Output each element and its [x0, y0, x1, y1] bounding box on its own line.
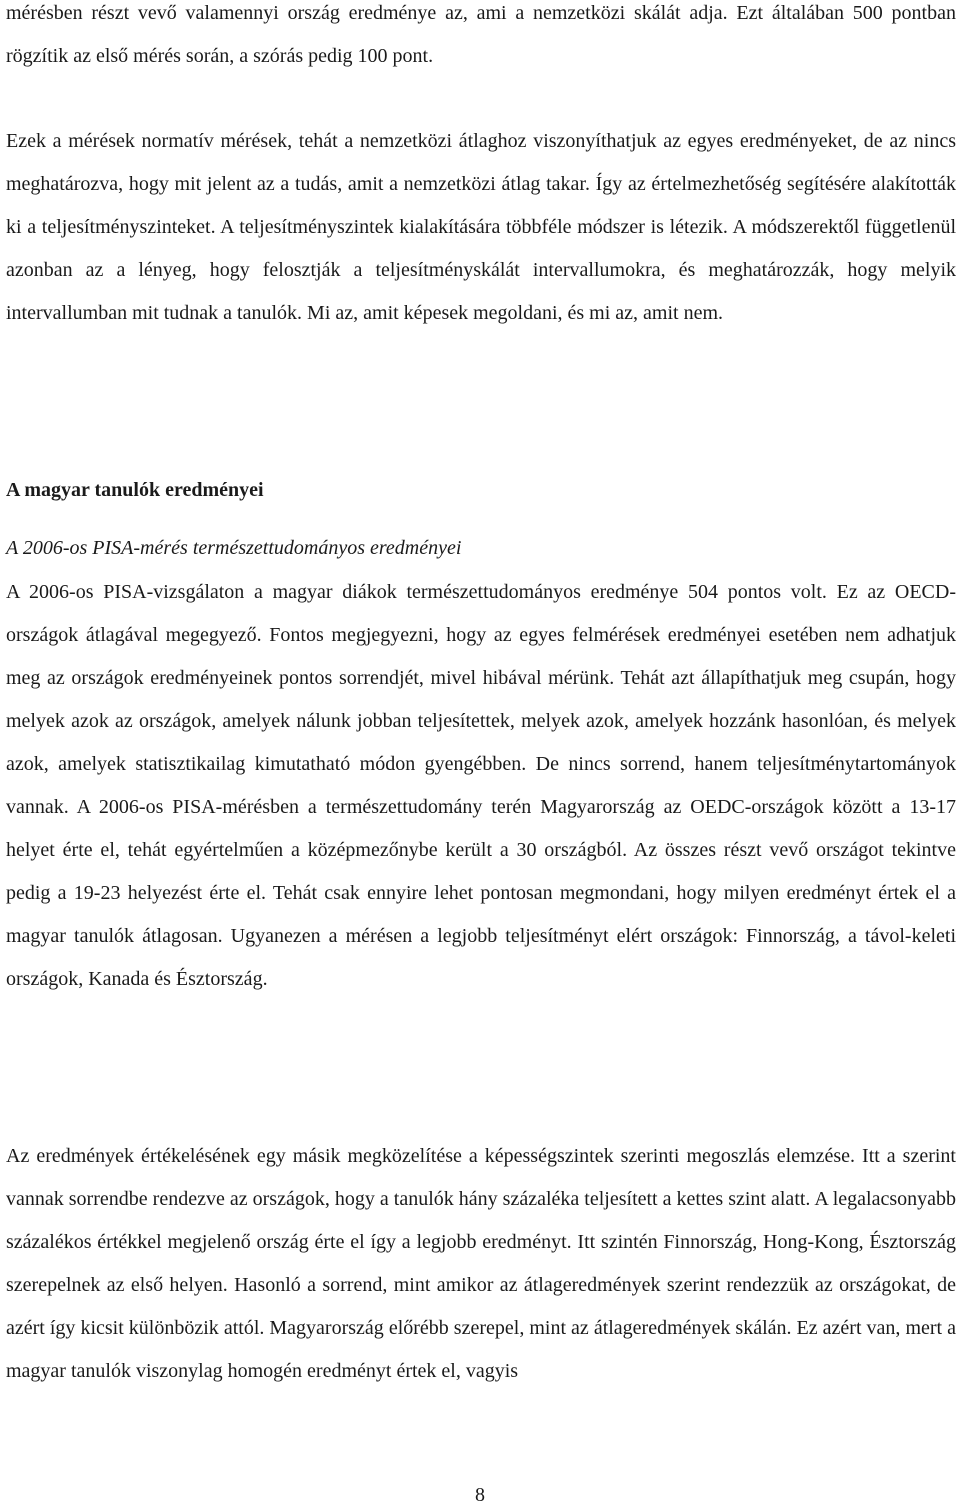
- section-heading: A magyar tanulók eredményei: [6, 479, 264, 501]
- page-number: 8: [475, 1484, 485, 1506]
- paragraph-intro: mérésben részt vevő valamennyi ország eredménye az, ami a nemzetközi skálát adja. Ezt általában 500 pontban rögzítik az első mérés során, a szórás pedig 100 pont.: [6, 2, 956, 67]
- paragraph-pisa-results: A 2006-os PISA-vizsgálaton a magyar diákok természettudományos eredménye 504 pontos volt. Ez az OECD-országok átlagával megegyező. Fontos megjegyezni, hogy az egyes felmérések eredményei esetében nem adhatjuk meg az országok eredményeinek pontos sorrendjét, mivel hibával mérünk. Tehát azt állapíthatjuk meg csupán, hogy melyek azok az országok, amelyek nálunk jobban teljesítettek, melyek azok, amelyek hozzánk hasonlóan, és melyek azok, amelyek statisztikailag kimutatható módon gyengébben. De nincs sorrend, hanem teljesítménytartományok vannak. A 2006-os PISA-mérésben a természettudomány terén Magyarország az OEDC-országok között a 13-17 helyet érte el, tehát egyértelműen a középmezőnybe került a 30 országból. Az összes részt vevő országot tekintve pedig a 19-23 helyezést érte el. Tehát csak ennyire lehet pontosan megmondani, hogy milyen eredményt értek el a magyar tanulók átlagosan. Ugyanezen a mérésen a legjobb teljesítményt elért országok: Finnország, a távol-keleti országok, Kanada és Észtország.: [6, 581, 956, 990]
- paragraph-normative-measurement: Ezek a mérések normatív mérések, tehát a nemzetközi átlaghoz viszonyíthatjuk az egyes eredményeket, de az nincs meghatározva, hogy mit jelent az a tudás, amit a nemzetközi átlag takar. Így az értelmezhetőség segítésére alakították ki a teljesítményszinteket. A teljesítményszintek kialakítására többféle módszer is létezik. A módszerektől függetlenül azonban az a lényeg, hogy felosztják a teljesítményskálát intervallumokra, és meghatározzák, hogy melyik intervallumban mit tudnak a tanulók. Mi az, amit képesek megoldani, és mi az, amit nem.: [6, 130, 956, 324]
- section-subheading: A 2006-os PISA-mérés természettudományos eredményei: [6, 537, 462, 559]
- paragraph-ability-levels: Az eredmények értékelésének egy másik megközelítése a képességszintek szerinti megoszlás elemzése. Itt a szerint vannak sorrendbe rendezve az országok, hogy a tanulók hány százaléka teljesített a kettes szint alatt. A legalacsonyabb százalékos értékkel megjelenő ország érte el így a legjobb eredményt. Itt szintén Finnország, Hong-Kong, Észtország szerepelnek az első helyen. Hasonló a sorrend, mint amikor az átlageredmények szerint rendezzük az országokat, de azért így kicsit különbözik attól. Magyarország előrébb szerepel, mint az átlageredmények skálán. Ez azért van, mert a magyar tanulók viszonylag homogén eredményt értek el, vagyis: [6, 1145, 956, 1382]
